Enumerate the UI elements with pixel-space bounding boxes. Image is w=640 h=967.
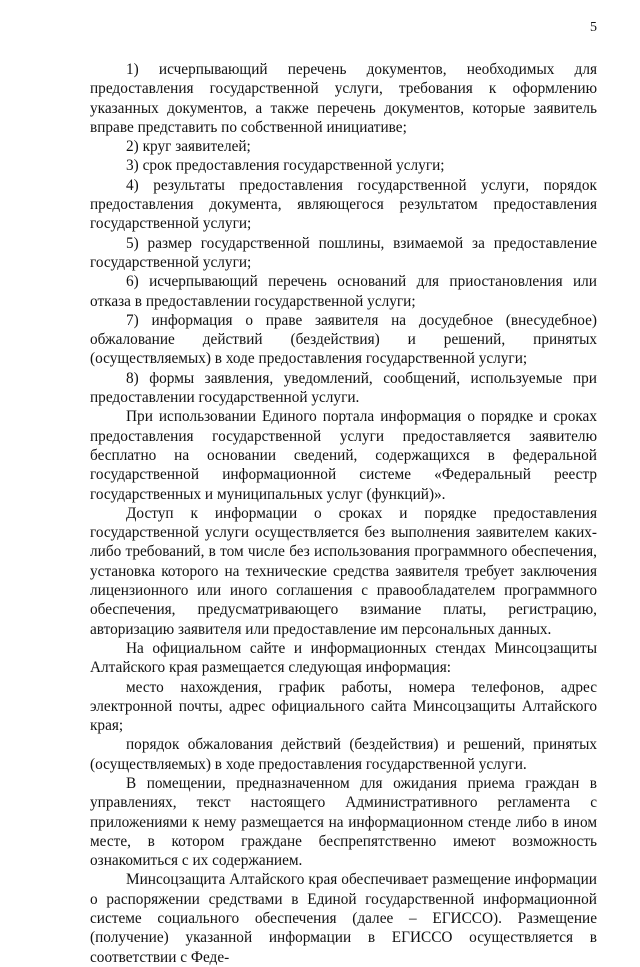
paragraph: Минсоцзащита Алтайского края обеспечивает размещение информации о распоряжении средствами в Единой государственной информационной системе социального обеспечения (далее – ЕГИССО). Размещение (получение) указанной информации в ЕГИССО осуществляется в соответствии с Феде- (90, 871, 597, 966)
paragraph: 4) результаты предоставления государственной услуги, порядок предоставления документа, являющегося результатом предоставления государственной услуги; (90, 176, 597, 233)
paragraph: На официальном сайте и информационных стендах Минсоцзащиты Алтайского края размещается следующая информация: (90, 639, 597, 677)
paragraph: 8) формы заявления, уведомлений, сообщений, используемые при предоставлении государственной услуги. (90, 369, 597, 407)
document-body (90, 60, 597, 967)
paragraph: порядок обжалования действий (бездействия) и решений, принятых (осуществляемых) в ходе предоставления государственной услуги. (90, 736, 597, 773)
paragraph: 1) исчерпывающий перечень документов, необходимых для предоставления государственной услуги, требования к оформлению указанных документов, а также перечень документов, которые заявитель вправе представить по собственной инициативе; (90, 61, 597, 136)
paragraph: 6) исчерпывающий перечень оснований для приостановления или отказа в предоставлении государственной услуги; (90, 273, 597, 310)
paragraph: 7) информация о праве заявителя на досудебное (внесудебное) обжалование действий (бездействия) и решений, принятых (осуществляемых) в ходе предоставления государственной услуги; (90, 311, 597, 368)
paragraph: 5) размер государственной пошлины, взимаемой за предоставление государственной услуги; (90, 234, 597, 271)
paragraph: Доступ к информации о сроках и порядке предоставления государственной услуги осуществляется без выполнения заявителем каких-либо требований, в том числе без использования программного обеспечения, установка которого на технические средства заявителя требует заключения лицензионного или иного соглашения с правообладателем программного обеспечения, предусматривающего взимание платы, регистрацию, авторизацию заявителя или предоставление им персональных данных. (90, 504, 597, 638)
paragraph: 2) круг заявителей; (126, 138, 251, 156)
paragraph: В помещении, предназначенном для ожидания приема граждан в управлениях, текст настоящего Административного регламента с приложениями к нему размещается на информационном стенде либо в ином месте, в котором граждане беспрепятственно имеют возможность ознакомиться с их содержанием. (90, 774, 597, 870)
paragraph: При использовании Единого портала информация о порядке и сроках предоставления государственной услуги предоставляется заявителю бесплатно на основании сведений, содержащихся в федеральной государственной информационной системе «Федеральный реестр государственных и муниципальных услуг (функций)». (90, 408, 597, 503)
page-number: 5 (590, 20, 597, 35)
paragraph: место нахождения, график работы, номера телефонов, адрес электронной почты, адрес официального сайта Минсоцзащиты Алтайского края; (90, 678, 597, 735)
paragraph: 3) срок предоставления государственной услуги; (126, 157, 445, 175)
